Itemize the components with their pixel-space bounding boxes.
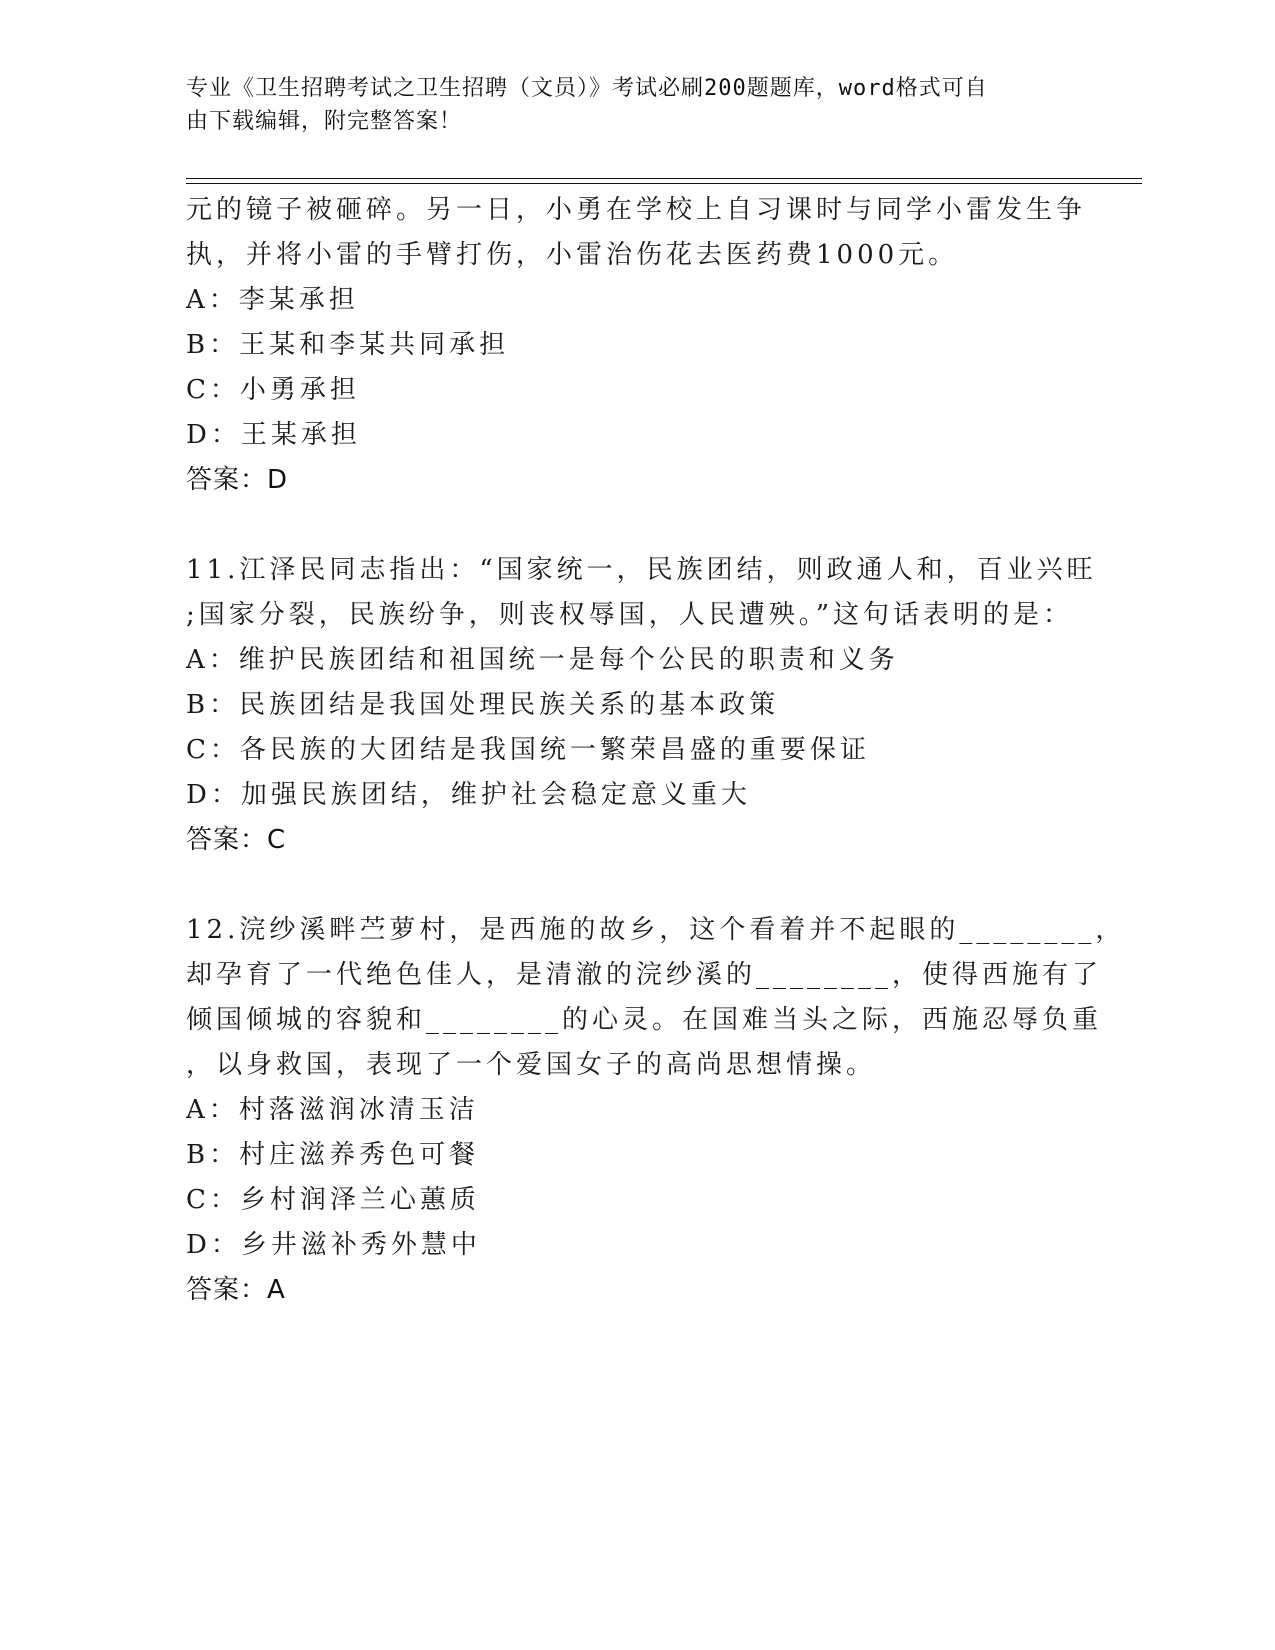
answer-line: 答案：D (186, 465, 289, 495)
question-text-line: 倾国倾城的容貌和________的心灵。在国难当头之际，西施忍辱负重 (186, 1005, 1103, 1035)
header-double-rule (186, 178, 1142, 184)
question-text-line: 11.江泽民同志指出：“国家统一，民族团结，则政通人和，百业兴旺 (186, 555, 1097, 585)
option-b: B：王某和李某共同承担 (186, 330, 510, 360)
option-a: A：村落滋润冰清玉洁 (186, 1095, 479, 1125)
question-text-line: ;国家分裂，民族纷争，则丧权辱国，人民遭殃。”这句话表明的是： (186, 600, 1074, 630)
option-b: B：民族团结是我国处理民族关系的基本政策 (186, 690, 780, 720)
option-d: D：加强民族团结，维护社会稳定意义重大 (186, 780, 751, 810)
question-10-continuation (186, 188, 1087, 503)
spacer (186, 503, 1076, 548)
answer-line: 答案：A (186, 1275, 286, 1305)
option-c: C：乡村润泽兰心蕙质 (186, 1185, 480, 1215)
question-text-line: ，以身救国，表现了一个爱国女子的高尚思想情操。 (186, 1050, 877, 1080)
question-text-line: 执，并将小雷的手臂打伤，小雷治伤花去医药费1000元。 (186, 240, 959, 270)
question-text-line: 12.浣纱溪畔苎萝村，是西施的故乡，这个看着并不起眼的________， (186, 915, 1126, 945)
option-c: C：小勇承担 (186, 375, 360, 405)
option-d: D：乡井滋补秀外慧中 (186, 1230, 481, 1260)
option-c: C：各民族的大团结是我国统一繁荣昌盛的重要保证 (186, 735, 870, 765)
question-text-line: 元的镜子被砸碎。另一日，小勇在学校上自习课时与同学小雷发生争 (186, 195, 1087, 225)
document-body (186, 188, 1126, 1313)
option-a: A：李某承担 (186, 285, 359, 315)
document-header (186, 72, 1066, 138)
header-line-2: 由下载编辑，附完整答案！ (186, 109, 463, 134)
option-b: B：村庄滋养秀色可餐 (186, 1140, 480, 1170)
question-text-line: 却孕育了一代绝色佳人，是清澈的浣纱溪的________，使得西施有了 (186, 960, 1103, 990)
option-a: A：维护民族团结和祖国统一是每个公民的职责和义务 (186, 645, 899, 675)
answer-line: 答案：C (186, 825, 287, 855)
option-d: D：王某承担 (186, 420, 361, 450)
header-line-1: 专业《卫生招聘考试之卫生招聘（文员）》考试必刷200题题库，word格式可自 (186, 76, 988, 101)
spacer (186, 863, 1076, 908)
question-11 (186, 548, 1097, 863)
question-12 (186, 908, 1126, 1313)
